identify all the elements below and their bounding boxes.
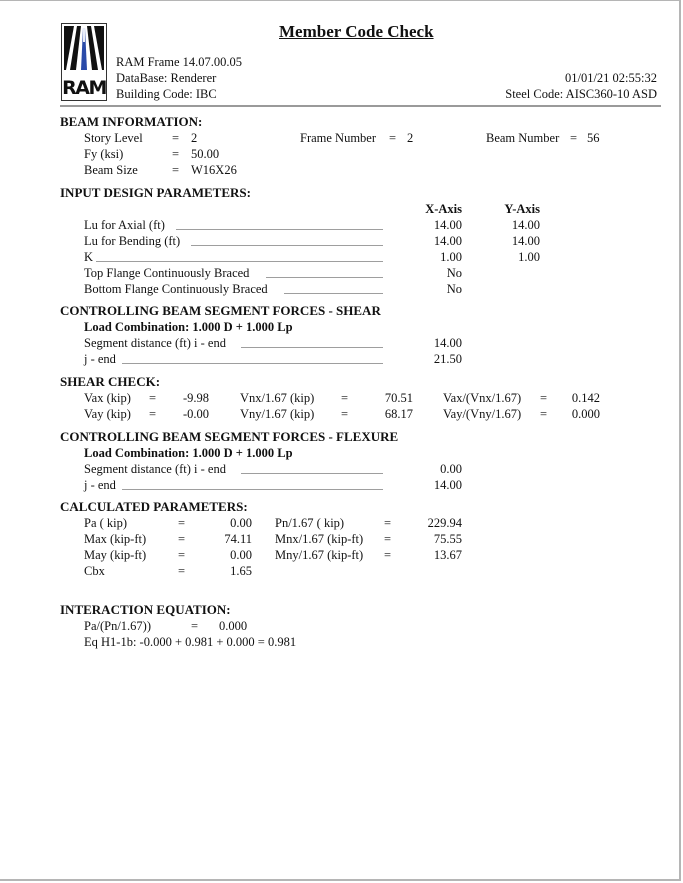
vny-value: 68.17 [384, 407, 413, 421]
steel-code: Steel Code: AISC360-10 ASD [505, 87, 657, 101]
ram-logo [61, 23, 107, 101]
equals-sign: = [341, 391, 349, 405]
bottom-flange-braced-label: Bottom Flange Continuously Braced [84, 282, 268, 296]
shear-segment-heading: CONTROLLING BEAM SEGMENT FORCES - SHEAR [60, 303, 381, 318]
vnx-value: 70.51 [384, 391, 413, 405]
ram-logo-icon [62, 24, 106, 100]
equals-sign: = [540, 407, 548, 421]
equals-sign: = [570, 131, 578, 145]
equals-sign: = [384, 516, 392, 530]
equals-sign: = [540, 391, 548, 405]
equals-sign: = [149, 407, 157, 421]
input-design-parameters-heading: INPUT DESIGN PARAMETERS: [60, 185, 251, 200]
svg-text:RAM: RAM [62, 77, 106, 99]
shear-i-end-label: Segment distance (ft) i - end [84, 336, 226, 350]
equals-sign: = [149, 391, 157, 405]
flexure-i-end-label: Segment distance (ft) i - end [84, 462, 226, 476]
frame-number-value: 2 [407, 131, 414, 145]
shear-j-end-label: j - end [84, 352, 116, 366]
may-label: May (kip-ft) [84, 548, 147, 562]
top-flange-braced-x: No [446, 266, 462, 280]
max-value: 74.11 [224, 532, 252, 546]
pa-value: 0.00 [230, 516, 252, 530]
pn-value: 229.94 [427, 516, 462, 530]
leader-line [176, 229, 383, 230]
equals-sign: = [341, 407, 349, 421]
fy-label: Fy (ksi) [84, 147, 124, 161]
vnx-label: Vnx/1.67 (kip) [240, 391, 315, 405]
beam-size-label: Beam Size [84, 163, 138, 177]
leader-line [191, 245, 383, 246]
shear-check-heading: SHEAR CHECK: [60, 374, 161, 389]
mny-value: 13.67 [433, 548, 462, 562]
lu-axial-y: 14.00 [511, 218, 540, 232]
shear-load-combination: Load Combination: 1.000 D + 1.000 Lp [84, 320, 293, 334]
k-label: K [84, 250, 94, 264]
fy-value: 50.00 [191, 147, 220, 161]
database-name: DataBase: Renderer [116, 71, 217, 85]
beam-number-value: 56 [587, 131, 600, 145]
k-y: 1.00 [518, 250, 540, 264]
leader-line [122, 489, 383, 490]
k-x: 1.00 [440, 250, 462, 264]
lu-axial-label: Lu for Axial (ft) [84, 218, 165, 232]
interaction-equation-heading: INTERACTION EQUATION: [60, 602, 231, 617]
report-title: Member Code Check [279, 22, 434, 41]
building-code: Building Code: IBC [116, 87, 217, 101]
equals-sign: = [384, 548, 392, 562]
lu-bending-x: 14.00 [433, 234, 462, 248]
x-axis-header: X-Axis [425, 202, 462, 216]
flexure-segment-heading: CONTROLLING BEAM SEGMENT FORCES - FLEXURE [60, 429, 399, 444]
shear-i-end-value: 14.00 [433, 336, 462, 350]
equals-sign: = [178, 548, 186, 562]
frame-number-label: Frame Number [300, 131, 377, 145]
equals-sign: = [172, 163, 180, 177]
story-level-value: 2 [191, 131, 198, 145]
vay-label: Vay (kip) [84, 407, 131, 421]
leader-line [122, 363, 383, 364]
equals-sign: = [172, 147, 180, 161]
program-version: RAM Frame 14.07.00.05 [116, 55, 243, 69]
equals-sign: = [191, 619, 199, 633]
vay-ratio-label: Vay/(Vny/1.67) [443, 407, 522, 421]
mnx-value: 75.55 [433, 532, 462, 546]
top-flange-braced-label: Top Flange Continuously Braced [84, 266, 250, 280]
y-axis-header: Y-Axis [504, 202, 540, 216]
bottom-flange-braced-x: No [446, 282, 462, 296]
calculated-parameters-heading: CALCULATED PARAMETERS: [60, 499, 248, 514]
leader-line [241, 473, 383, 474]
max-label: Max (kip-ft) [84, 532, 147, 546]
leader-line [266, 277, 383, 278]
vay-value: -0.00 [182, 407, 209, 421]
pn-label: Pn/1.67 ( kip) [275, 516, 345, 530]
equals-sign: = [172, 131, 180, 145]
may-value: 0.00 [230, 548, 252, 562]
mny-label: Mny/1.67 (kip-ft) [275, 548, 364, 562]
flexure-load-combination: Load Combination: 1.000 D + 1.000 Lp [84, 446, 293, 460]
header-divider [60, 105, 661, 107]
story-level-label: Story Level [84, 131, 143, 145]
vax-value: -9.98 [182, 391, 209, 405]
pa-label: Pa ( kip) [84, 516, 128, 530]
lu-axial-x: 14.00 [433, 218, 462, 232]
report-datetime: 01/01/21 02:55:32 [564, 71, 657, 85]
equals-sign: = [384, 532, 392, 546]
vny-label: Vny/1.67 (kip) [240, 407, 315, 421]
equals-sign: = [178, 564, 186, 578]
equals-sign: = [178, 516, 186, 530]
leader-line [241, 347, 383, 348]
equals-sign: = [178, 532, 186, 546]
shear-j-end-value: 21.50 [433, 352, 462, 366]
pa-ratio-label: Pa/(Pn/1.67)) [84, 619, 152, 633]
lu-bending-y: 14.00 [511, 234, 540, 248]
cbx-value: 1.65 [230, 564, 252, 578]
mnx-label: Mnx/1.67 (kip-ft) [275, 532, 364, 546]
flexure-i-end-value: 0.00 [440, 462, 462, 476]
vax-label: Vax (kip) [84, 391, 131, 405]
flexure-j-end-value: 14.00 [433, 478, 462, 492]
leader-line [96, 261, 383, 262]
beam-number-label: Beam Number [486, 131, 560, 145]
vay-ratio-value: 0.000 [571, 407, 600, 421]
eq-h1-1b: Eq H1-1b: -0.000 + 0.981 + 0.000 = 0.981 [84, 635, 297, 649]
lu-bending-label: Lu for Bending (ft) [84, 234, 181, 248]
vax-ratio-value: 0.142 [571, 391, 600, 405]
beam-information-heading: BEAM INFORMATION: [60, 114, 203, 129]
cbx-label: Cbx [84, 564, 105, 578]
leader-line [284, 293, 383, 294]
beam-size-value: W16X26 [191, 163, 237, 177]
vax-ratio-label: Vax/(Vnx/1.67) [443, 391, 522, 405]
flexure-j-end-label: j - end [84, 478, 116, 492]
equals-sign: = [389, 131, 397, 145]
pa-ratio-value: 0.000 [219, 619, 248, 633]
